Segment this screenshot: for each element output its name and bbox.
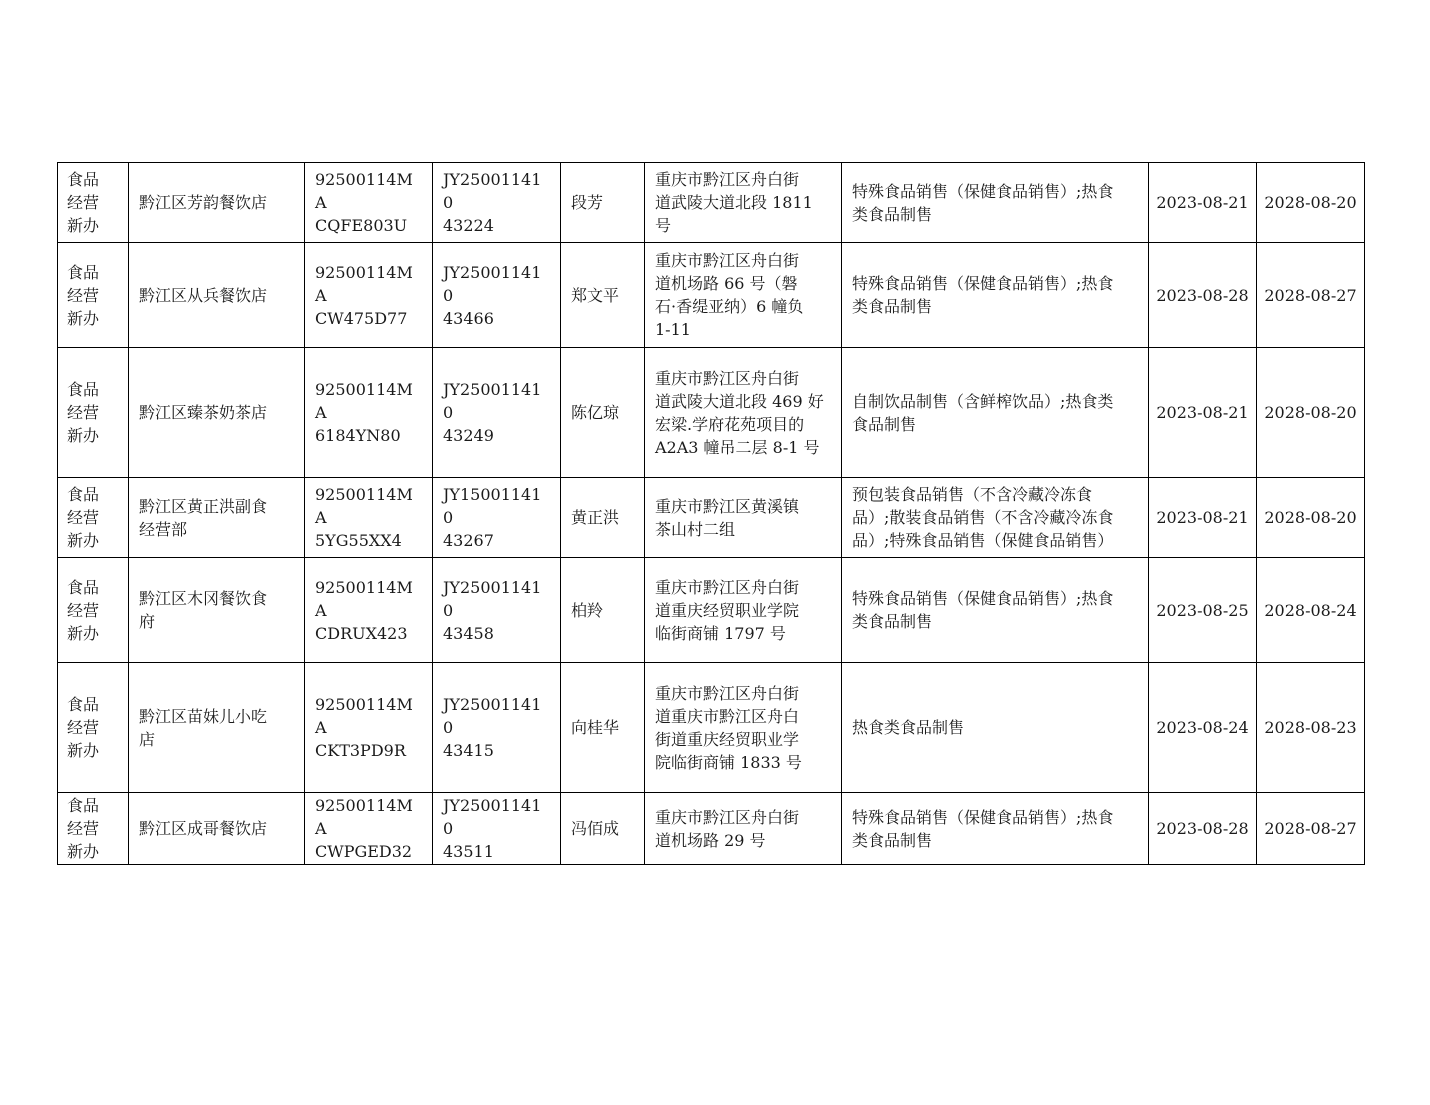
credit-code-cell-line: 92500114MA (315, 796, 413, 838)
license-number-cell-line: JY250011410 (443, 380, 542, 422)
business-name-cell-line: 黔江区成哥餐饮店 (139, 819, 268, 838)
legal-representative-cell: 冯佰成 (561, 793, 645, 865)
business-address-cell-line: 重庆市黔江区舟白街 (655, 368, 800, 388)
business-scope-cell (842, 478, 1149, 558)
license-number-cell-line: 43249 (443, 426, 494, 445)
credit-code-cell (305, 163, 433, 243)
business-address-cell-line: 重庆市黔江区舟白街 (655, 577, 800, 597)
license-number-cell (433, 348, 561, 478)
issue-date-cell: 2023-08-21 (1149, 163, 1257, 243)
business-name-cell-line: 黔江区木冈餐饮食 (139, 589, 268, 608)
permit-type-cell-line: 经营 (67, 508, 100, 527)
credit-code-cell-line: 92500114MA (315, 695, 413, 737)
business-address-cell-line: 重庆市黔江区舟白街 (655, 807, 800, 827)
license-number-cell (433, 163, 561, 243)
business-name-cell (129, 478, 305, 558)
credit-code-cell-line: 92500114MA (315, 170, 413, 212)
credit-code-cell (305, 558, 433, 663)
business-address-cell (645, 243, 842, 348)
business-address-cell-line: 院临街商铺 1833 号 (655, 752, 802, 772)
business-address-cell-line: 道重庆经贸职业学院 (655, 600, 800, 620)
credit-code-cell (305, 793, 433, 865)
license-number-cell-line: 43466 (443, 308, 494, 328)
license-number-cell-line: 43224 (443, 216, 494, 235)
credit-code-cell (305, 348, 433, 478)
business-address-cell-line: 石·香缇亚纳）6 幢负 (655, 297, 804, 316)
business-name-cell (129, 558, 305, 663)
credit-code-cell-line: CKT3PD9R (315, 741, 406, 760)
business-name-cell-line: 店 (139, 729, 156, 749)
business-name-cell (129, 163, 305, 243)
permit-type-cell-line: 食品 (67, 796, 100, 815)
expiry-date-cell: 2028-08-24 (1257, 558, 1365, 663)
credit-code-cell-line: 5YG55XX4 (315, 531, 402, 550)
business-scope-cell-line: 预包装食品销售（不含冷藏冷冻食 (852, 485, 1093, 504)
business-address-cell-line: 道重庆市黔江区舟白 (655, 706, 800, 726)
license-number-cell-line: 43267 (443, 531, 494, 550)
business-scope-cell-line: 特殊食品销售（保健食品销售）;热食 (852, 807, 1114, 827)
expiry-date-cell: 2028-08-20 (1257, 163, 1365, 243)
business-scope-cell (842, 163, 1149, 243)
business-address-cell-line: 道机场路 29 号 (655, 830, 766, 850)
expiry-date-cell: 2028-08-27 (1257, 793, 1365, 865)
business-address-cell-line: 号 (655, 216, 672, 235)
credit-code-cell-line: CDRUX423 (315, 623, 408, 643)
license-number-cell (433, 558, 561, 663)
business-address-cell-line: 重庆市黔江区舟白街 (655, 683, 800, 703)
permit-type-cell-line: 经营 (67, 193, 100, 212)
business-address-cell-line: 道武陵大道北段 1811 (655, 193, 813, 212)
business-address-cell (645, 663, 842, 793)
business-name-cell-line: 府 (139, 612, 156, 631)
business-name-cell (129, 793, 305, 865)
permit-type-cell-line: 经营 (67, 285, 100, 305)
expiry-date-cell: 2028-08-23 (1257, 663, 1365, 793)
legal-representative-cell: 陈亿琼 (561, 348, 645, 478)
table-row (58, 478, 1365, 558)
business-address-cell-line: 1-11 (655, 320, 691, 339)
business-scope-cell-line: 特殊食品销售（保健食品销售）;热食 (852, 589, 1114, 608)
business-address-cell-line: 重庆市黔江区舟白街 (655, 251, 800, 270)
business-scope-cell-line: 特殊食品销售（保健食品销售）;热食 (852, 181, 1114, 201)
business-address-cell (645, 793, 842, 865)
permit-type-cell-line: 食品 (67, 170, 100, 189)
business-scope-cell (842, 348, 1149, 478)
issue-date-cell: 2023-08-25 (1149, 558, 1257, 663)
legal-representative-cell: 黄正洪 (561, 478, 645, 558)
permit-type-cell (58, 663, 129, 793)
permit-type-cell-line: 食品 (67, 262, 100, 282)
license-number-cell (433, 663, 561, 793)
permit-type-cell-line: 经营 (67, 718, 100, 737)
license-number-cell-line: JY250011410 (443, 262, 542, 305)
business-scope-cell-line: 类食品制售 (852, 612, 933, 631)
business-address-cell-line: 街道重庆经贸职业学 (655, 729, 800, 749)
business-name-cell (129, 243, 305, 348)
expiry-date-cell: 2028-08-20 (1257, 348, 1365, 478)
business-address-cell (645, 163, 842, 243)
license-number-cell-line: JY150011410 (443, 485, 542, 527)
business-name-cell-line: 经营部 (139, 519, 188, 539)
license-number-cell (433, 243, 561, 348)
business-address-cell-line: 宏梁.学府花苑项目的 (655, 414, 805, 434)
license-number-cell-line: JY250011410 (443, 695, 542, 737)
business-address-cell-line: 临街商铺 1797 号 (655, 623, 786, 643)
permit-type-cell-line: 新办 (67, 741, 100, 760)
business-scope-cell-line: 类食品制售 (852, 830, 933, 850)
table-row (58, 243, 1365, 348)
legal-representative-cell: 柏羚 (561, 558, 645, 663)
business-address-cell-line: 道机场路 66 号（磐 (655, 274, 798, 293)
issue-date-cell: 2023-08-21 (1149, 348, 1257, 478)
business-address-cell-line: 道武陵大道北段 469 好 (655, 391, 824, 411)
business-address-cell (645, 558, 842, 663)
credit-code-cell (305, 663, 433, 793)
business-scope-cell-line: 品）;散装食品销售（不含冷藏冷冻食 (852, 508, 1114, 527)
credit-code-cell-line: CQFE803U (315, 216, 408, 235)
business-name-cell-line: 黔江区苗妹儿小吃 (139, 706, 268, 726)
business-name-cell-line: 黔江区臻茶奶茶店 (139, 403, 268, 422)
issue-date-cell: 2023-08-28 (1149, 243, 1257, 348)
permit-type-cell (58, 243, 129, 348)
business-scope-cell-line: 特殊食品销售（保健食品销售）;热食 (852, 274, 1114, 293)
business-address-cell-line: 茶山村二组 (655, 519, 736, 539)
credit-code-cell-line: 92500114MA (315, 262, 413, 305)
permit-type-cell-line: 食品 (67, 577, 100, 597)
records-body (58, 163, 1365, 865)
license-number-cell (433, 478, 561, 558)
business-address-cell (645, 478, 842, 558)
permit-type-cell-line: 经营 (67, 600, 100, 620)
credit-code-cell-line: 6184YN80 (315, 426, 401, 445)
permit-type-cell (58, 478, 129, 558)
issue-date-cell: 2023-08-28 (1149, 793, 1257, 865)
legal-representative-cell: 郑文平 (561, 243, 645, 348)
issue-date-cell: 2023-08-24 (1149, 663, 1257, 793)
permit-type-cell-line: 新办 (67, 623, 100, 643)
permit-type-cell-line: 食品 (67, 485, 100, 504)
permit-type-cell (58, 793, 129, 865)
permit-type-cell-line: 新办 (67, 531, 100, 550)
table-row (58, 558, 1365, 663)
business-scope-cell (842, 793, 1149, 865)
credit-code-cell-line: 92500114MA (315, 485, 413, 527)
business-scope-cell (842, 243, 1149, 348)
business-scope-cell-line: 品）;特殊食品销售（保健食品销售） (852, 531, 1114, 550)
credit-code-cell-line: CW475D77 (315, 308, 408, 328)
permit-type-cell-line: 经营 (67, 819, 100, 838)
credit-code-cell-line: 92500114MA (315, 380, 413, 422)
business-scope-cell-line: 类食品制售 (852, 297, 933, 316)
business-scope-cell (842, 558, 1149, 663)
business-address-cell-line: 重庆市黔江区黄溪镇 (655, 496, 800, 516)
legal-representative-cell: 向桂华 (561, 663, 645, 793)
expiry-date-cell: 2028-08-20 (1257, 478, 1365, 558)
issue-date-cell: 2023-08-21 (1149, 478, 1257, 558)
permit-type-cell (58, 348, 129, 478)
table-row (58, 793, 1365, 865)
business-scope-cell-line: 类食品制售 (852, 204, 933, 224)
credit-code-cell (305, 478, 433, 558)
license-number-cell-line: JY250011410 (443, 796, 542, 838)
permit-type-cell-line: 经营 (67, 403, 100, 422)
business-address-cell (645, 348, 842, 478)
permit-type-cell-line: 新办 (67, 426, 100, 445)
license-number-cell-line: 43415 (443, 741, 494, 760)
business-scope-cell-line: 自制饮品制售（含鲜榨饮品）;热食类 (852, 391, 1114, 411)
legal-representative-cell: 段芳 (561, 163, 645, 243)
business-scope-cell-line: 食品制售 (852, 414, 917, 434)
business-name-cell (129, 663, 305, 793)
business-address-cell-line: 重庆市黔江区舟白街 (655, 170, 800, 189)
license-number-cell-line: 43458 (443, 623, 494, 643)
permit-type-cell (58, 163, 129, 243)
license-number-cell-line: JY250011410 (443, 170, 542, 212)
expiry-date-cell: 2028-08-27 (1257, 243, 1365, 348)
permit-type-cell-line: 食品 (67, 695, 100, 714)
credit-code-cell-line: CWPGED32 (315, 842, 413, 861)
permit-type-cell-line: 新办 (67, 842, 100, 861)
business-address-cell-line: A2A3 幢吊二层 8-1 号 (655, 437, 820, 457)
credit-code-cell (305, 243, 433, 348)
table-row (58, 663, 1365, 793)
business-name-cell (129, 348, 305, 478)
business-name-cell-line: 黔江区黄正洪副食 (139, 496, 268, 516)
business-scope-cell-line: 热食类食品制售 (852, 718, 965, 737)
permit-type-cell-line: 新办 (67, 308, 100, 328)
permit-type-cell-line: 新办 (67, 216, 100, 235)
records-table (57, 162, 1365, 865)
business-name-cell-line: 黔江区芳韵餐饮店 (139, 193, 268, 212)
table-row (58, 348, 1365, 478)
license-number-cell-line: JY250011410 (443, 577, 542, 620)
business-name-cell-line: 黔江区从兵餐饮店 (139, 285, 268, 305)
table-row (58, 163, 1365, 243)
license-number-cell (433, 793, 561, 865)
permit-type-cell-line: 食品 (67, 380, 100, 399)
permit-type-cell (58, 558, 129, 663)
license-number-cell-line: 43511 (443, 842, 494, 861)
business-scope-cell (842, 663, 1149, 793)
credit-code-cell-line: 92500114MA (315, 577, 413, 620)
